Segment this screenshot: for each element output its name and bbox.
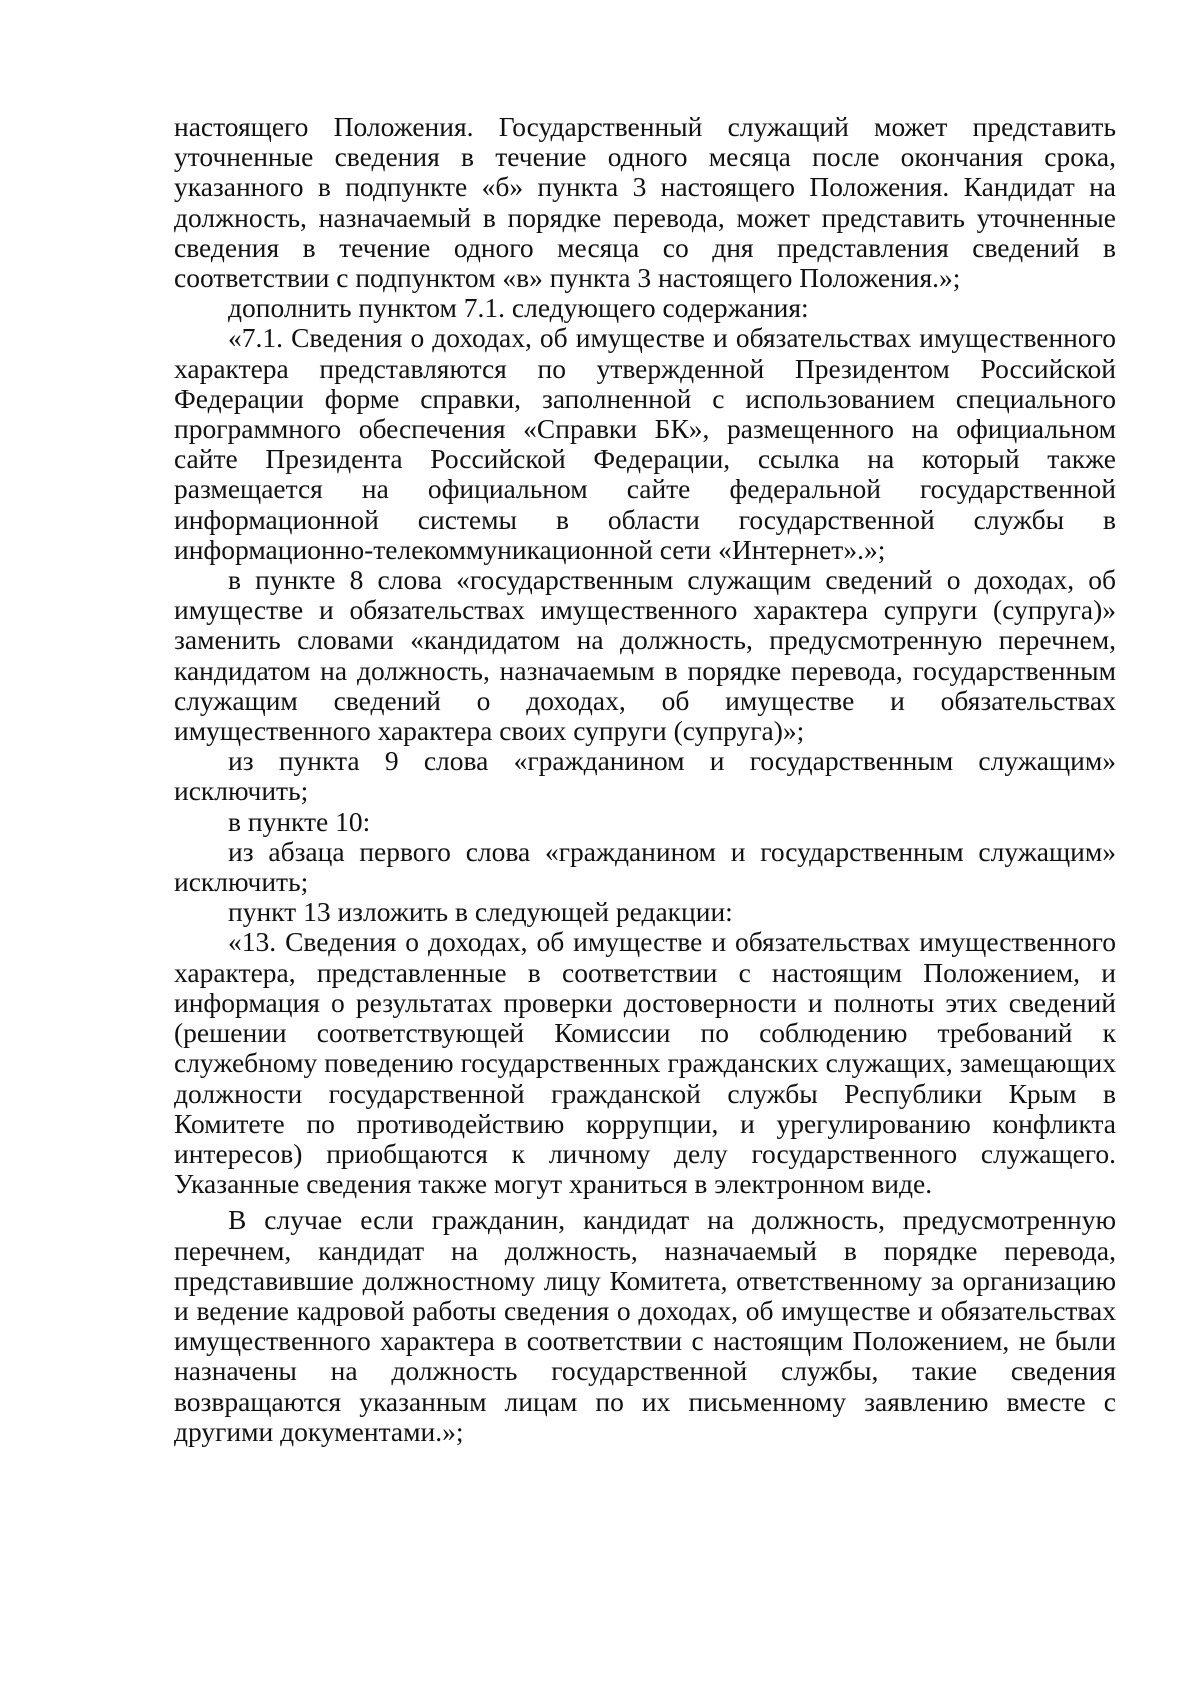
document-page [174, 112, 1116, 1447]
paragraph-9: «13. Сведения о доходах, об имуществе и обязательствах имущественного характера, представленные в соответствии с настоящим Положением, и информация о результатах проверки достоверности и полноты этих сведений (решении соответствующей Комиссии по соблюдению требований к служебному поведению государственных гражданских служащих, замещающих должности государственной гражданской службы Республики Крым в Комитете по противодействию коррупции, и урегулированию конфликта интересов) приобщаются к личному делу государственного служащего. Указанные сведения также могут храниться в электронном виде. [174, 926, 1116, 1200]
paragraph-5: из пункта 9 слова «гражданином и государственным служащим» исключить; [174, 745, 1116, 807]
paragraph-10: В случае если гражданин, кандидат на должность, предусмотренную перечнем, кандидат на должность, назначаемый в порядке перевода, представившие должностному лицу Комитета, ответственному за организацию и ведение кадровой работы сведения о доходах, об имуществе и обязательствах имущественного характера в соответствии с настоящим Положением, не были назначены на должность государственной службы, такие сведения возвращаются указанным лицам по их письменному заявлению вместе с другими документами.»; [174, 1204, 1116, 1447]
paragraph-1: настоящего Положения. Государственный служащий может представить уточненные сведения в течение одного месяца после окончания срока, указанного в подпункте «б» пункта 3 настоящего Положения. Кандидат на должность, назначаемый в порядке перевода, может представить уточненные сведения в течение одного месяца со дня представления сведений в соответствии с подпунктом «в» пункта 3 настоящего Положения.»; [174, 111, 1116, 294]
paragraph-7: из абзаца первого слова «гражданином и государственным служащим» исключить; [174, 835, 1116, 898]
paragraph-4: в пункте 8 слова «государственным служащим сведений о доходах, об имуществе и обязательствах имущественного характера супруги (супруга)» заменить словами «кандидатом на должность, предусмотренную перечнем, кандидатом на должность, назначаемым в порядке перевода, государственным служащим сведений о доходах, об имуществе и обязательствах имущественного характера своих супруги (супруга)»; [174, 564, 1116, 747]
paragraph-2: дополнить пунктом 7.1. следующего содержания: [228, 292, 809, 324]
paragraph-6: в пункте 10: [228, 805, 371, 837]
paragraph-3: «7.1. Сведения о доходах, об имуществе и обязательствах имущественного характера представляются по утвержденной Президентом Российской Федерации форме справки, заполненной с использованием специального программного обеспечения «Справки БК», размещенного на официальном сайте Президента Российской Федерации, ссылка на который также размещается на официальном сайте федеральной государственной информационной системы в области государственной службы в информационно-телекоммуникационной сети «Интернет».»; [174, 322, 1116, 565]
paragraph-8: пункт 13 изложить в следующей редакции: [228, 896, 733, 928]
